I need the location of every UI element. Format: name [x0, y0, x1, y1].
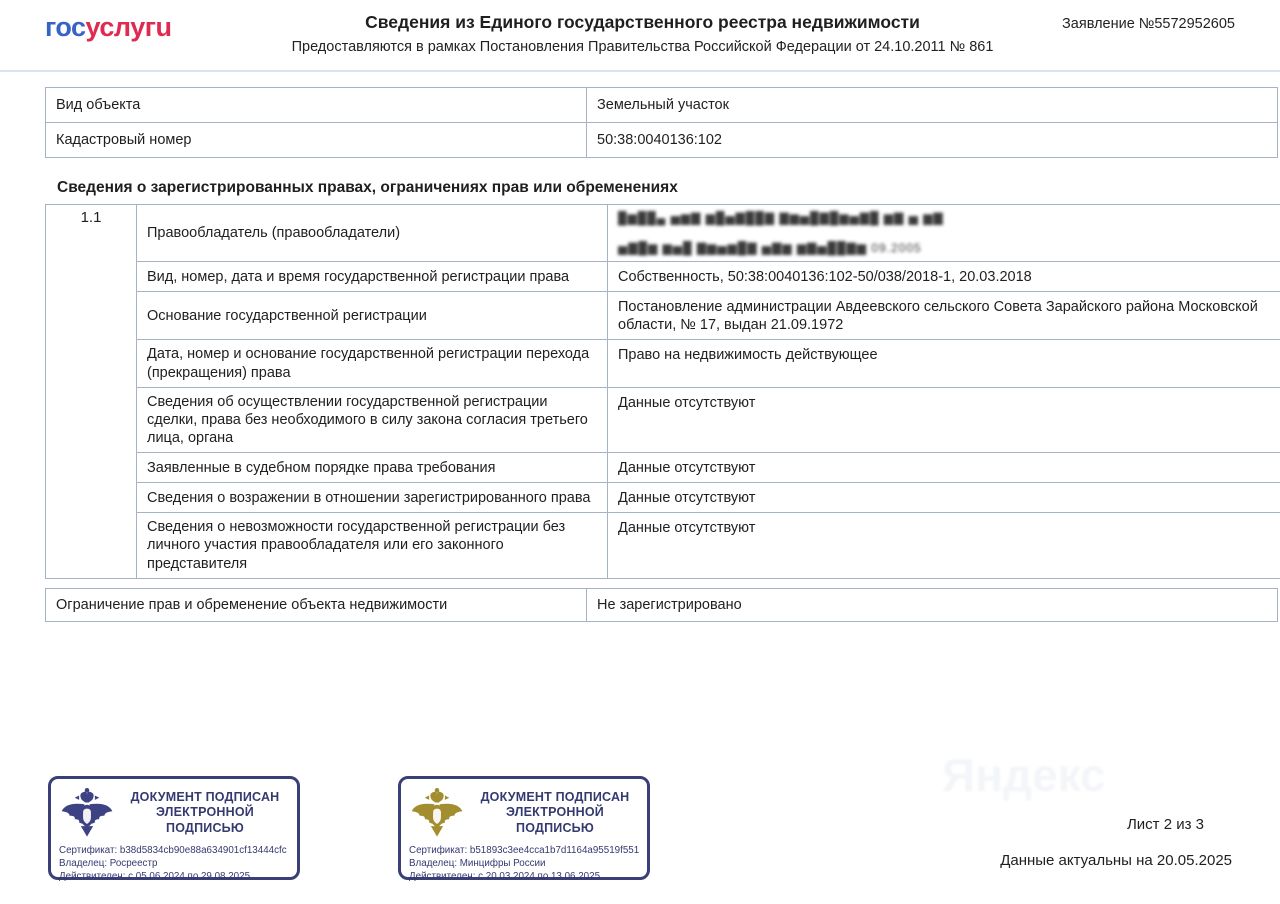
stamp-owner: Владелец: Росреестр [59, 857, 158, 869]
object-type-value: Земельный участок [587, 88, 1278, 123]
table-row [46, 88, 1278, 123]
deal-consent-label: Сведения об осуществлении государственной регистрации сделки, права без необходимого в силу закона согласия третьего лица, органа [137, 387, 608, 452]
table-row [46, 387, 1280, 452]
rightsholder-label: Правообладатель (правообладатели) [137, 205, 608, 262]
document-body [0, 87, 1280, 622]
redacted-personal-data: ▅▇█▆ ▆▅█ ▇▆▅▆█▇ ▅▇▆ ▆▇▅██▇▆ 09.2005 [618, 241, 922, 255]
rightsholder-value [608, 205, 1280, 262]
object-type-label: Вид объекта [46, 88, 587, 123]
rights-section-title: Сведения о зарегистрированных правах, ограничениях прав или обременениях [57, 179, 678, 196]
application-number: Заявление №5572952605 [1062, 16, 1235, 32]
table-row [46, 262, 1280, 292]
stamp-owner: Владелец: Минцифры России [409, 857, 546, 869]
encumbrance-table [45, 588, 1278, 622]
gosuslugi-logo [45, 10, 245, 43]
signature-stamp-rosreestr [48, 776, 300, 880]
header-divider [0, 70, 1280, 72]
table-row [46, 588, 1278, 621]
stamp-header [409, 784, 639, 842]
registration-kind-label: Вид, номер, дата и время государственной регистрации права [137, 262, 608, 292]
table-row [46, 292, 1280, 340]
registration-kind-value: Собственность, 50:38:0040136:102-50/038/2018-1, 20.03.2018 [608, 262, 1280, 292]
stamp-validity: Действителен: с 05.06.2024 по 29.08.2025 [59, 870, 251, 882]
deal-consent-value: Данные отсутствуют [608, 387, 1280, 452]
registration-basis-label: Основание государственной регистрации [137, 292, 608, 340]
rights-table [45, 204, 1280, 579]
page-header [0, 0, 1280, 62]
cadastral-number-value: 50:38:0040136:102 [587, 123, 1278, 158]
stamp-details [59, 845, 289, 884]
transfer-termination-value: Право на недвижимость действующее [608, 340, 1280, 387]
double-eagle-emblem-icon [409, 785, 465, 841]
registration-basis-value: Постановление администрации Авдеевского сельского Совета Зарайского района Московской области, № 17, выдан 21.09.1972 [608, 292, 1280, 340]
object-info-table [45, 87, 1278, 158]
court-claims-value: Данные отсутствуют [608, 453, 1280, 483]
stamp-certificate: Сертификат: b38d5834cb90e88a634901cf13444cfc [59, 845, 287, 856]
encumbrance-label: Ограничение прав и обременение объекта недвижимости [46, 588, 587, 621]
no-personal-participation-value: Данные отсутствуют [608, 513, 1280, 578]
objection-value: Данные отсутствуют [608, 483, 1280, 513]
cadastral-number-label: Кадастровый номер [46, 123, 587, 158]
table-row [46, 123, 1278, 158]
objection-label: Сведения о возражении в отношении зарегистрированного права [137, 483, 608, 513]
document-subtitle: Предоставляются в рамках Постановления Правительства Российской Федерации от 24.10.2011 № 861 [291, 39, 994, 55]
logo-part-uslugi: услугu [85, 12, 172, 42]
table-row [46, 513, 1280, 578]
table-row [46, 483, 1280, 513]
stamp-title: ДОКУМЕНТ ПОДПИСАН ЭЛЕКТРОННОЙ ПОДПИСЬЮ [130, 789, 280, 835]
table-row [46, 205, 1280, 262]
no-personal-participation-label: Сведения о невозможности государственной регистрации без личного участия правообладателя или его законного представителя [137, 513, 608, 578]
redacted-personal-data: █▆██▄ ▅▆▇ ▆█▅▇██▇ ▇▆▅█▇█▆▅▇█ ▆▇ ▅ ▆▇ [618, 211, 944, 225]
table-row [46, 453, 1280, 483]
stamp-header [59, 784, 289, 842]
table-row [46, 340, 1280, 387]
logo-part-gos: гос [45, 12, 86, 42]
signature-stamp-mintsifry [398, 776, 650, 880]
item-number: 1.1 [46, 205, 137, 579]
watermark: Яндекс [942, 749, 1106, 801]
stamp-validity: Действителен: с 20.03.2024 по 13.06.2025 [409, 870, 601, 882]
double-eagle-emblem-icon [59, 785, 115, 841]
encumbrance-value: Не зарегистрировано [587, 588, 1278, 621]
document-title: Сведения из Единого государственного реестра недвижимости [365, 12, 920, 32]
data-actuality-date: Данные актуальны на 20.05.2025 [1000, 852, 1232, 869]
stamp-certificate: Сертификат: b51893c3ee4cca1b7d1164a95519f551 [409, 845, 640, 856]
stamp-details [409, 845, 639, 884]
transfer-termination-label: Дата, номер и основание государственной регистрации перехода (прекращения) права [137, 340, 608, 387]
page-number: Лист 2 из 3 [1126, 816, 1204, 833]
header-title-block [245, 10, 1040, 55]
stamp-title: ДОКУМЕНТ ПОДПИСАН ЭЛЕКТРОННОЙ ПОДПИСЬЮ [480, 789, 630, 835]
court-claims-label: Заявленные в судебном порядке права требования [137, 453, 608, 483]
